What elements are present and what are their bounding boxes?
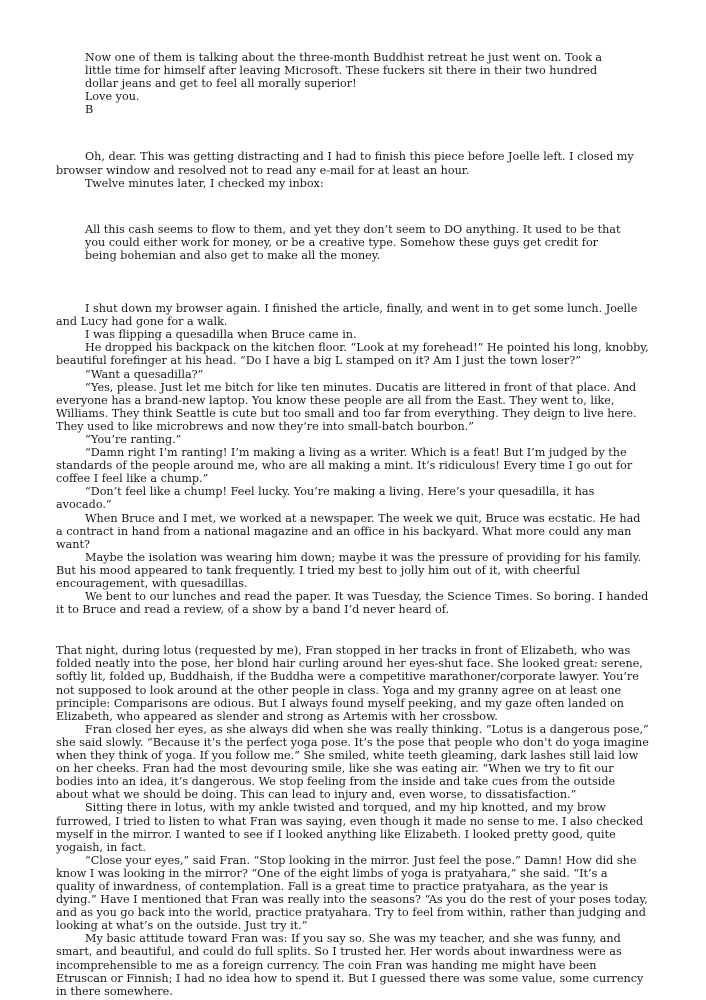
paragraph: My basic attitude toward Fran was: If you say so. She was my teacher, and she was funny, and smart, and beautiful, and could do full splits. So I trusted her. Her words about inwardness were as incomprehensible to me as a foreign currency. The coin Fran was handing me might have been Etruscan or Finnish; I had no idea how to spend it. But I guessed there was some value, some currency in there somewhere. <box>56 932 644 998</box>
paragraph: “You’re ranting.” <box>85 432 182 446</box>
email-quote-1 <box>85 51 625 116</box>
paragraph: Maybe the isolation was wearing him down; maybe it was the pressure of providing for his family. But his mood appeared to tank frequently. I tried my best to jolly him out of it, with cheerful encouragement, with quesadillas. <box>56 550 642 590</box>
book-page <box>56 51 650 998</box>
paragraph: Sitting there in lotus, with my ankle twisted and torqued, and my hip knotted, and my brow furrowed, I tried to listen to what Fran was saying, even though it made no sense to me. I also checked myself in the mirror. I wanted to see if I looked anything like Elizabeth. I looked pretty good, quite yogaish, in fact. <box>56 801 644 854</box>
paragraph: Twelve minutes later, I checked my inbox: <box>85 176 324 190</box>
paragraph: Oh, dear. This was getting distracting and I had to finish this piece before Joelle left. I closed my browser window and resolved not to read any e-mail for at least an hour. <box>56 150 634 177</box>
paragraph: He dropped his backpack on the kitchen floor. “Look at my forehead!” He pointed his long, knobby, beautiful forefinger at his head. “Do I have a big L stamped on it? Am I just the town loser?” <box>56 341 649 368</box>
paragraph: I shut down my browser again. I finished the article, finally, and went in to get some lunch. Joelle and Lucy had gone for a walk. <box>56 302 638 329</box>
paragraph: “Yes, please. Just let me bitch for like ten minutes. Ducatis are littered in front of that place. And everyone has a brand-new laptop. You know these people are all from the East. They went to, like, Williams. They think Seattle is cute but too small and too far from everything. They deign to live here. They used to like microbrews and now they’re into small-batch bourbon.” <box>56 380 637 433</box>
paragraph: “Don’t feel like a chump! Feel lucky. You’re making a living. Here’s your quesadilla, it has avocado.” <box>56 485 595 512</box>
paragraph: When Bruce and I met, we worked at a newspaper. The week we quit, Bruce was ecstatic. He had a contract in hand from a national magazine and an office in his backyard. What more could any man want? <box>56 511 641 551</box>
paragraph: Fran closed her eyes, as she always did when she was really thinking. “Lotus is a dangerous pose,” she said slowly. “Because it’s the perfect yoga pose. It’s the pose that people who don’t do yoga imagine when they think of yoga. If you follow me.” She smiled, white teeth gleaming, dark lashes still laid low on her cheeks. Fran had the most devouring smile, like she was eating air. “When we try to fit our bodies into an idea, it’s dangerous. We stop feeling from the inside and take cues from the outside about what we should be doing. This can lead to injury and, even worse, to dissatisfaction.” <box>56 722 649 802</box>
email-quote-2 <box>85 223 625 262</box>
paragraph: I was flipping a quesadilla when Bruce came in. <box>85 328 357 342</box>
email-signoff: Love you. <box>85 90 140 104</box>
email-body: All this cash seems to flow to them, and yet they don’t seem to DO anything. It used to be that you could either work for money, or be a creative type. Somehow these guys get credit for being bohemian and also get to make all the money. <box>85 222 621 262</box>
email-signature: B <box>85 103 94 117</box>
paragraph: “Want a quesadilla?” <box>85 367 204 381</box>
section-first-paragraph: That night, during lotus (requested by me), Fran stopped in her tracks in front of Elizabeth, who was folded neatly into the pose, her blond hair curling around her eyes-shut face. She looked great: serene, softly lit, folded up, Buddhaish, if the Buddha were a competitive marathoner/corporate lawyer. You’re not supposed to look around at the other people in class. Yoga and my granny agree on at least one principle: Comparisons are odious. But I always found myself peeking, and my gaze often landed on Elizabeth, who appeared as slender and strong as Artemis with her crossbow. <box>56 644 643 723</box>
paragraph: “Close your eyes,” said Fran. “Stop looking in the mirror. Just feel the pose.” Damn! How did she know I was looking in the mirror? “One of the eight limbs of yoga is pratyahara,” she said. “It’s a quality of inwardness, of contemplation. Fall is a great time to practice pratyahara, as the year is dying.” Have I mentioned that Fran was really into the seasons? “As you do the rest of your poses today, and as you go back into the world, practice pratyahara. Try to feel from within, rather than judging and looking at what’s on the outside. Just try it.” <box>56 853 648 933</box>
paragraph: We bent to our lunches and read the paper. It was Tuesday, the Science Times. So boring. I handed it to Bruce and read a review, of a show by a band I’d never heard of. <box>56 590 649 617</box>
email-body: Now one of them is talking about the three-month Buddhist retreat he just went on. Took a little time for himself after leaving Microsoft. These fuckers sit there in their two hundred dollar jeans and get to feel all morally superior! <box>85 51 603 91</box>
paragraph: “Damn right I’m ranting! I’m making a living as a writer. Which is a feat! But I’m judged by the standards of the people around me, who are all making a mint. It’s ridiculous! Every time I go out for coffee I feel like a chump.” <box>56 446 633 486</box>
